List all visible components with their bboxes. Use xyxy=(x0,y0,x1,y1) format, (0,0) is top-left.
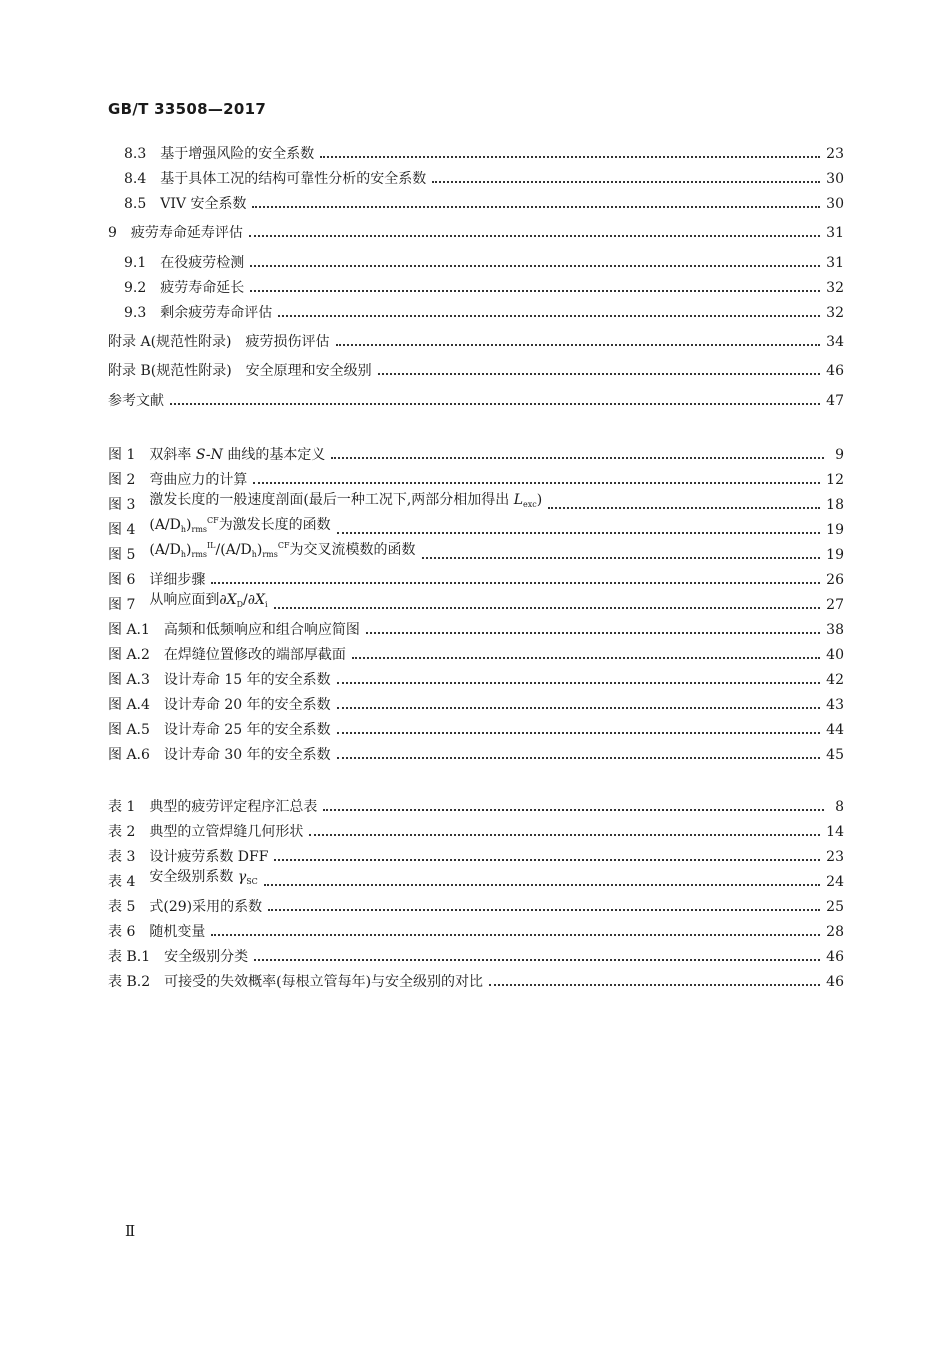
figure-page: 12 xyxy=(826,472,844,488)
figure-title: 双斜率 S-N 曲线的基本定义 xyxy=(149,447,326,463)
toc-entry-number: 附录 B xyxy=(108,363,151,379)
table-page: 25 xyxy=(826,899,844,915)
figure-entry-a2[interactable] xyxy=(108,644,844,666)
dot-leader xyxy=(309,834,820,836)
figure-number: 图 5 xyxy=(108,547,136,563)
toc-entry-number: 9 xyxy=(108,225,117,241)
table-entry-1[interactable] xyxy=(108,796,844,818)
figure-page: 40 xyxy=(826,647,844,663)
toc-entry-8-3[interactable] xyxy=(124,143,844,165)
toc-entry-page: 32 xyxy=(826,305,844,321)
figure-entry-1[interactable] xyxy=(108,444,844,466)
table-entry-2[interactable] xyxy=(108,821,844,843)
figure-page: 27 xyxy=(826,597,844,613)
dot-leader xyxy=(432,181,820,183)
table-entry-b1[interactable] xyxy=(108,946,844,968)
toc-entry-9-2[interactable] xyxy=(124,277,844,299)
dot-leader xyxy=(252,206,820,208)
dot-leader xyxy=(366,632,820,634)
toc-entry-title: 参考文献 xyxy=(108,393,164,409)
table-title: 设计疲劳系数 DFF xyxy=(149,849,269,865)
dot-leader xyxy=(320,156,820,158)
figure-number: 图 3 xyxy=(108,497,136,513)
figure-number: 图 4 xyxy=(108,522,136,538)
figure-page: 42 xyxy=(826,672,844,688)
table-number: 表 B.1 xyxy=(108,949,151,965)
toc-entry-page: 31 xyxy=(826,255,844,271)
toc-entry-number: 9.1 xyxy=(124,255,147,271)
table-title: 典型的立管焊缝几何形状 xyxy=(149,824,304,840)
toc-entry-appendix-a[interactable] xyxy=(108,331,844,353)
toc-entry-number: 8.4 xyxy=(124,171,147,187)
table-title: 安全级别系数 $\gamma_{SC}$ xyxy=(149,869,258,886)
figure-title: $(A/D_h)_{rms}^{IL}/(A/D_h)_{rms}^{CF}$为交叉流模数的函数 xyxy=(149,541,416,559)
figure-page: 43 xyxy=(826,697,844,713)
toc-entry-9-1[interactable] xyxy=(124,252,844,274)
table-page: 46 xyxy=(826,949,844,965)
toc-entry-page: 46 xyxy=(826,363,844,379)
toc-entry-page: 47 xyxy=(826,393,844,409)
figure-title: 从响应面到$\partial X_D/\partial X_i$ xyxy=(149,592,268,609)
dot-leader xyxy=(337,757,821,759)
figure-page: 19 xyxy=(826,547,844,563)
table-page: 28 xyxy=(826,924,844,940)
table-number: 表 6 xyxy=(108,924,136,940)
table-entry-3[interactable] xyxy=(108,846,844,868)
figure-number: 图 A.2 xyxy=(108,647,150,663)
table-number: 表 2 xyxy=(108,824,136,840)
toc-entry-appendix-b[interactable] xyxy=(108,360,844,382)
dot-leader xyxy=(250,265,820,267)
table-title: 安全级别分类 xyxy=(164,949,249,965)
figure-entry-6[interactable] xyxy=(108,569,844,591)
figure-title: 设计寿命 30 年的安全系数 xyxy=(163,747,331,763)
standard-code: GB/T 33508—2017 xyxy=(108,100,267,118)
dot-leader xyxy=(323,809,824,811)
toc-entry-number: 8.3 xyxy=(124,146,147,162)
figure-title: 激发长度的一般速度剖面(最后一种工况下,两部分相加得出 $L_{exc}$) xyxy=(149,492,543,509)
figure-number: 图 A.5 xyxy=(108,722,150,738)
table-page: 14 xyxy=(826,824,844,840)
toc-entry-title: 剩余疲劳寿命评估 xyxy=(160,305,273,321)
dot-leader xyxy=(337,732,821,734)
table-title: 典型的疲劳评定程序汇总表 xyxy=(149,799,318,815)
toc-entry-number: 8.5 xyxy=(124,196,147,212)
figure-entry-a4[interactable] xyxy=(108,694,844,716)
figure-title: 在焊缝位置修改的端部厚截面 xyxy=(163,647,346,663)
figure-entry-a3[interactable] xyxy=(108,669,844,691)
figure-number: 图 2 xyxy=(108,472,136,488)
table-entry-5[interactable] xyxy=(108,896,844,918)
dot-leader xyxy=(253,482,820,484)
dot-leader xyxy=(336,344,821,346)
dot-leader xyxy=(268,909,820,911)
dot-leader xyxy=(378,373,820,375)
table-page: 23 xyxy=(826,849,844,865)
figure-number: 图 A.3 xyxy=(108,672,150,688)
figure-page: 26 xyxy=(826,572,844,588)
toc-entry-title: 基于增强风险的安全系数 xyxy=(160,146,315,162)
figure-number: 图 1 xyxy=(108,447,136,463)
dot-leader xyxy=(211,934,820,936)
figure-entry-2[interactable] xyxy=(108,469,844,491)
dot-leader xyxy=(250,290,820,292)
figure-page: 18 xyxy=(826,497,844,513)
table-page: 24 xyxy=(826,874,844,890)
dot-leader xyxy=(352,657,820,659)
toc-entry-references[interactable] xyxy=(108,390,844,412)
page-number: Ⅱ xyxy=(125,1222,136,1240)
figure-page: 44 xyxy=(826,722,844,738)
toc-entry-page: 30 xyxy=(826,171,844,187)
dot-leader xyxy=(331,457,824,459)
table-entry-b2[interactable] xyxy=(108,971,844,993)
figure-entry-a1[interactable] xyxy=(108,619,844,641)
figure-entry-a5[interactable] xyxy=(108,719,844,741)
dot-leader xyxy=(337,682,821,684)
toc-entry-9[interactable] xyxy=(108,222,844,244)
figure-title: 设计寿命 25 年的安全系数 xyxy=(163,722,331,738)
toc-entry-number: 9.3 xyxy=(124,305,147,321)
dot-leader xyxy=(337,707,821,709)
toc-entry-title: 疲劳寿命延寿评估 xyxy=(130,225,243,241)
table-entry-6[interactable] xyxy=(108,921,844,943)
figure-page: 9 xyxy=(835,447,844,463)
table-title: 随机变量 xyxy=(149,924,206,940)
table-number: 表 4 xyxy=(108,874,136,890)
toc-entry-title: 在役疲劳检测 xyxy=(160,255,245,271)
toc-entry-title: (规范性附录) 安全原理和安全级别 xyxy=(150,363,372,379)
table-page: 8 xyxy=(835,799,844,815)
table-number: 表 B.2 xyxy=(108,974,151,990)
figure-title: 设计寿命 15 年的安全系数 xyxy=(163,672,331,688)
toc-entry-8-4[interactable] xyxy=(124,168,844,190)
toc-entry-page: 30 xyxy=(826,196,844,212)
toc-entry-number: 附录 A xyxy=(108,334,151,350)
table-entry-4[interactable] xyxy=(108,871,844,893)
table-title: 式(29)采用的系数 xyxy=(149,899,263,915)
toc-entry-page: 32 xyxy=(826,280,844,296)
figure-entry-a6[interactable] xyxy=(108,744,844,766)
figure-page: 38 xyxy=(826,622,844,638)
table-number: 表 1 xyxy=(108,799,136,815)
figure-entry-7[interactable] xyxy=(108,594,844,616)
figure-title: $(A/D_h)_{rms}^{CF}$为激发长度的函数 xyxy=(149,516,331,534)
dot-leader xyxy=(211,582,820,584)
toc-entry-title: 基于具体工况的结构可靠性分析的安全系数 xyxy=(160,171,427,187)
toc-entry-8-5[interactable] xyxy=(124,193,844,215)
figure-title: 弯曲应力的计算 xyxy=(149,472,248,488)
figure-page: 19 xyxy=(826,522,844,538)
table-title: 可接受的失效概率(每根立管每年)与安全级别的对比 xyxy=(164,974,484,990)
dot-leader xyxy=(264,884,820,886)
table-number: 表 5 xyxy=(108,899,136,915)
figure-number: 图 A.6 xyxy=(108,747,150,763)
toc-entry-9-3[interactable] xyxy=(124,302,844,324)
figure-title: 设计寿命 20 年的安全系数 xyxy=(163,697,331,713)
dot-leader xyxy=(489,984,820,986)
dot-leader xyxy=(274,859,820,861)
dot-leader xyxy=(422,557,821,559)
figure-title: 高频和低频响应和组合响应简图 xyxy=(163,622,360,638)
figure-number: 图 6 xyxy=(108,572,136,588)
figure-entry-5[interactable] xyxy=(108,541,844,566)
toc-entry-title: (规范性附录) 疲劳损伤评估 xyxy=(150,334,330,350)
toc-entry-page: 23 xyxy=(826,146,844,162)
table-number: 表 3 xyxy=(108,849,136,865)
dot-leader xyxy=(249,235,820,237)
figure-number: 图 A.4 xyxy=(108,697,150,713)
toc-entry-number: 9.2 xyxy=(124,280,147,296)
figure-number: 图 7 xyxy=(108,597,136,613)
dot-leader xyxy=(337,532,820,534)
toc-entry-title: 疲劳寿命延长 xyxy=(160,280,245,296)
figure-page: 45 xyxy=(826,747,844,763)
toc-entry-page: 34 xyxy=(826,334,844,350)
toc-entry-title: VIV 安全系数 xyxy=(160,196,247,212)
figure-title: 详细步骤 xyxy=(149,572,206,588)
table-page: 46 xyxy=(826,974,844,990)
dot-leader xyxy=(254,959,820,961)
figure-number: 图 A.1 xyxy=(108,622,150,638)
toc-entry-page: 31 xyxy=(826,225,844,241)
dot-leader xyxy=(278,315,820,317)
dot-leader xyxy=(170,403,820,405)
dot-leader xyxy=(548,507,820,509)
dot-leader xyxy=(274,607,821,609)
